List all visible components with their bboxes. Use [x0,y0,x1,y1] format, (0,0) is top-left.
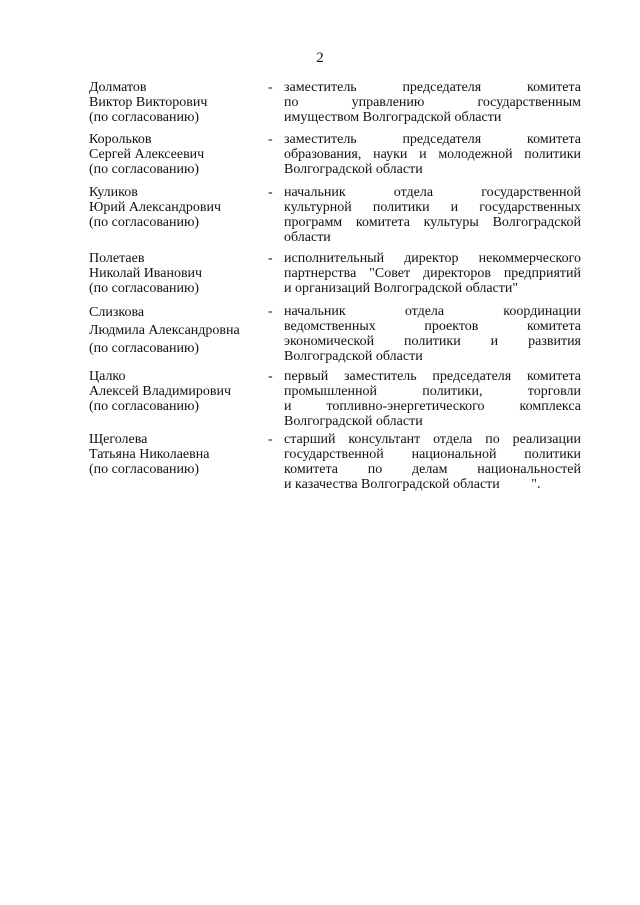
surname: Щеголева [89,432,148,447]
dash-separator: - [268,251,273,266]
dash-separator: - [268,304,273,319]
position-line: заместитель председателя комитета [284,80,581,95]
given-names: Татьяна Николаевна [89,447,210,462]
given-names: Юрий Александрович [89,200,221,215]
position-line: по управлению государственным [284,95,581,110]
position-description [284,132,581,177]
surname: Куликов [89,185,138,200]
position-description [284,369,581,429]
position-line: области [284,230,331,245]
approval-note: (по согласованию) [89,110,200,125]
given-names: Виктор Викторович [89,95,208,110]
position-line: партнерства "Совет директоров предприятий [284,266,581,281]
person-name [89,432,259,477]
position-line: образования, науки и молодежной политики [284,147,581,162]
position-line: ведомственных проектов комитета [284,319,581,334]
position-line: промышленной политики, торговли [284,384,581,399]
surname: Корольков [89,132,152,147]
surname: Слизкова [89,305,145,320]
position-line: и организаций Волгоградской области" [284,281,519,296]
person-name [89,80,259,125]
approval-note: (по согласованию) [89,215,200,230]
position-line: первый заместитель председателя комитета [284,369,581,384]
position-description [284,185,581,245]
position-line: комитета по делам национальностей [284,462,581,477]
given-names: Алексей Владимирович [89,384,232,399]
approval-note: (по согласованию) [89,162,200,177]
given-names: Николай Иванович [89,266,203,281]
position-description [284,304,581,364]
position-line: государственной национальной политики [284,447,581,462]
dash-separator: - [268,132,273,147]
position-line: и казачества Волгоградской области ". [284,477,541,492]
dash-separator: - [268,185,273,200]
position-line: экономической политики и развития [284,334,581,349]
surname: Полетаев [89,251,145,266]
approval-note: (по согласованию) [89,399,200,414]
position-line: начальник отдела государственной [284,185,581,200]
person-name [89,185,259,230]
dash-separator: - [268,369,273,384]
position-line: и топливно-энергетического комплекса [284,399,581,414]
position-line: начальник отдела координации [284,304,581,319]
position-description [284,80,581,125]
position-line: Волгоградской области [284,162,423,177]
position-line: имуществом Волгоградской области [284,110,502,125]
position-line: Волгоградской области [284,414,423,429]
given-names: Людмила Александровна [89,323,240,338]
given-names: Сергей Алексеевич [89,147,205,162]
dash-separator: - [268,432,273,447]
position-line: заместитель председателя комитета [284,132,581,147]
page-number: 2 [316,50,324,66]
position-description [284,432,581,492]
position-line: Волгоградской области [284,349,423,364]
dash-separator: - [268,80,273,95]
person-name [89,369,259,414]
position-line: культурной политики и государственных [284,200,581,215]
approval-note: (по согласованию) [89,281,200,296]
person-name [89,304,259,358]
position-line: программ комитета культуры Волгоградской [284,215,581,230]
approval-note: (по согласованию) [89,341,200,356]
person-name [89,251,259,296]
person-name [89,132,259,177]
position-description [284,251,581,296]
position-line: старший консультант отдела по реализации [284,432,581,447]
position-line: исполнительный директор некоммерческого [284,251,581,266]
surname: Цалко [89,369,126,384]
surname: Долматов [89,80,147,95]
approval-note: (по согласованию) [89,462,200,477]
